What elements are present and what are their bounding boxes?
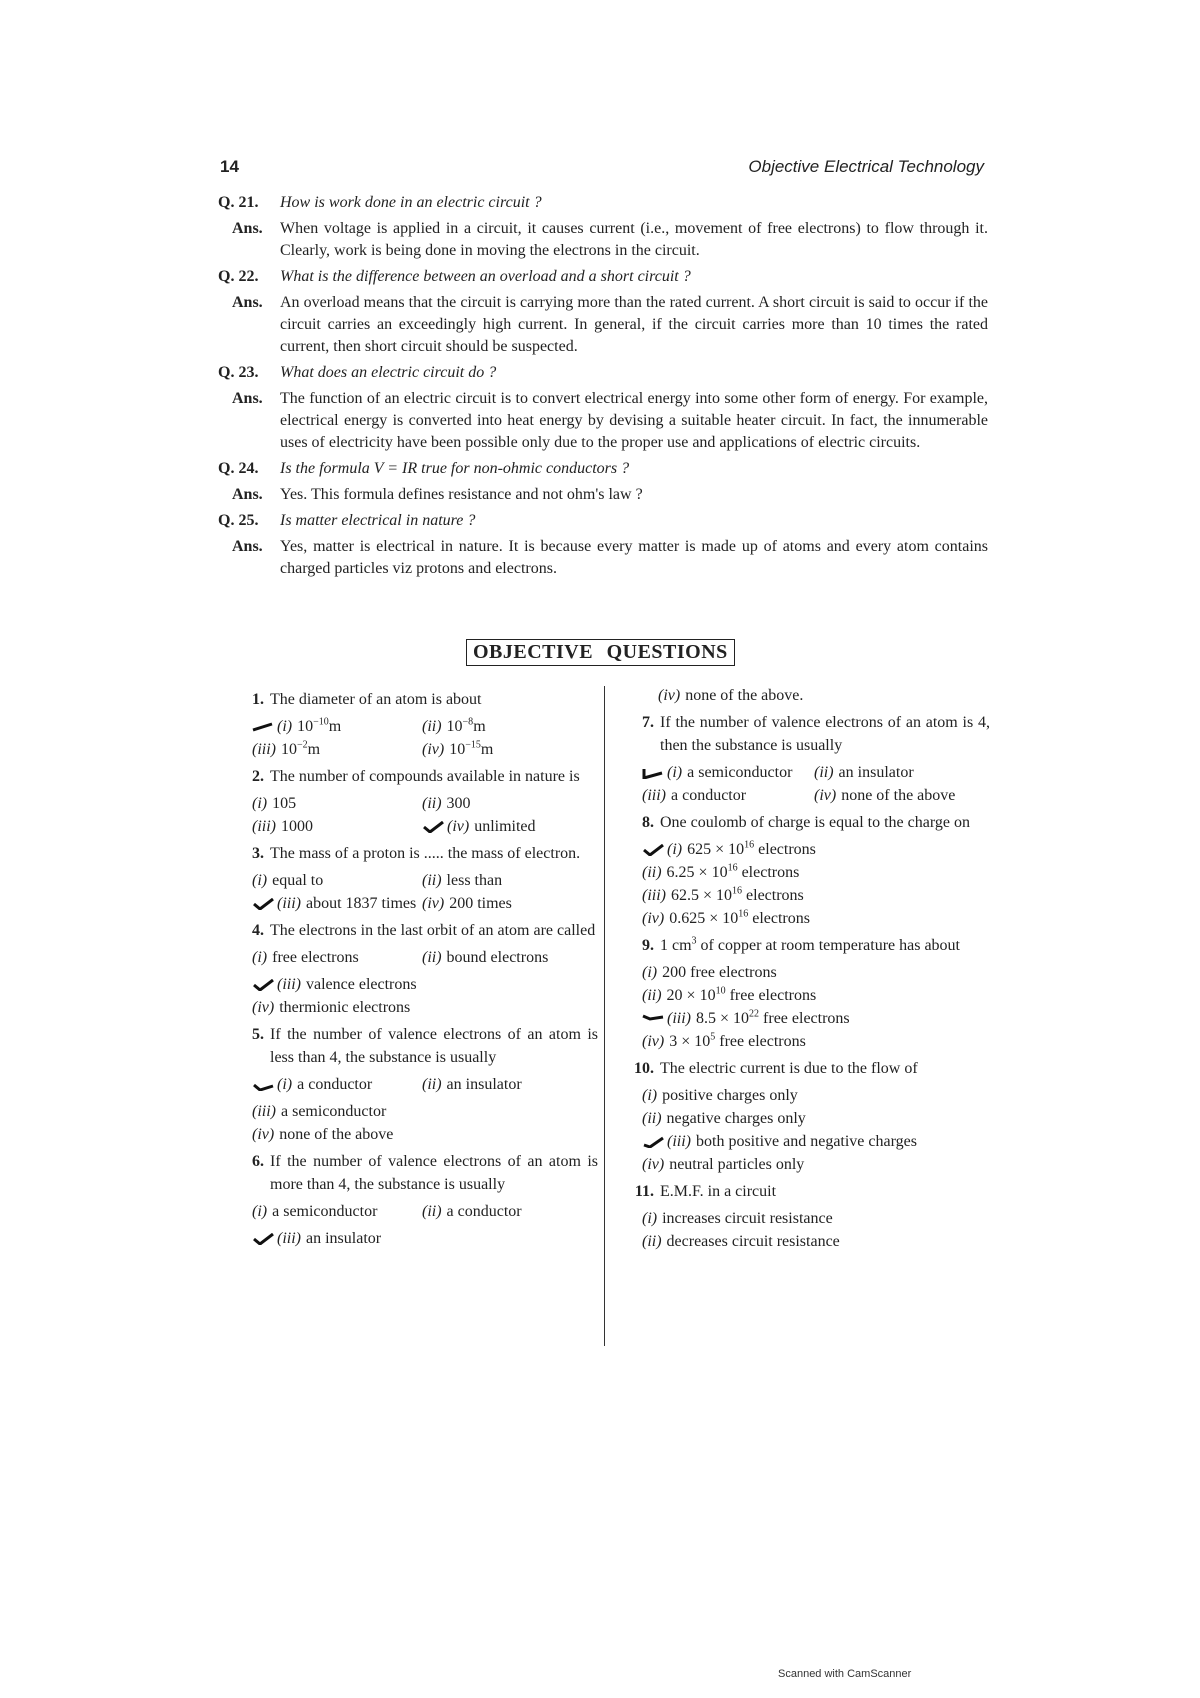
option-1-iii: (iii) $10^{-2}m$ [252,739,321,758]
checkmark-icon [422,821,444,833]
checkmark-icon [252,898,274,910]
answer-24: Ans. Yes. This formula defines resistance and not ohm's law ? [232,486,643,503]
objective-question-3: 3. The mass of a proton is ..... the mass of electron. [252,845,581,862]
question-22: Q. 22. What is the difference between an overload and a short circuit ? [218,268,691,285]
checkmark-icon [642,1013,664,1025]
checkmark-icon [642,1136,664,1148]
checkmark-icon [252,979,274,991]
option-8-iv: (iv) $0.625 \times 10^{16}$ electrons [642,908,810,927]
objective-question-2: 2. The number of compounds available in nature is [252,768,580,785]
objective-question-8: 8. One coulomb of charge is equal to the charge on [642,814,970,831]
qa-section [218,192,988,580]
option-8-i: (i) $625 \times 10^{16}$ electrons [642,838,990,861]
option-11-ii: (ii) decreases circuit resistance [642,1233,840,1250]
options-6-continued [628,684,990,707]
option-8-ii: (ii) $6.25 \times 10^{16}$ electrons [642,862,800,881]
question-21: Q. 21. How is work done in an electric circuit ? [218,194,542,211]
column-divider [604,686,605,1346]
option-1-ii: (ii) $10^{-8}m$ [422,716,486,735]
page-header [220,157,984,181]
option-5-ii: (ii) an insulator [422,1076,522,1093]
options-8 [628,838,990,930]
options-4-rest [238,973,598,1019]
option-1-iv: (iv) $10^{-15}m$ [422,739,494,758]
options-1 [238,715,598,761]
option-4-iv: (iv) thermionic electrons [252,999,411,1016]
running-title: Objective Electrical Technology [748,157,984,176]
options-11 [628,1207,990,1253]
checkmark-icon [252,721,274,733]
option-9-iii: (iii) $8.5 \times 10^{22}$ free electrons [642,1007,990,1030]
option-10-iii: (iii) both positive and negative charges [642,1130,990,1153]
question-24: Q. 24. Is the formula V = IR true for non-ohmic conductors ? [218,460,630,477]
objective-question-10: 10. The electric current is due to the flow of [634,1060,918,1077]
option-7-iii: (iii) a conductor [642,787,747,804]
options-4 [238,946,598,969]
option-5-iii: (iii) a semiconductor [252,1103,387,1120]
checkmark-icon [642,844,664,856]
question-23: Q. 23. What does an electric circuit do ? [218,364,497,381]
objective-questions-heading: OBJECTIVE QUESTIONS [466,639,735,666]
options-5 [238,1073,598,1096]
option-1-i: (i) $10^{-10}m$ [252,715,422,738]
answer-21: Ans. When voltage is applied in a circuit, it causes current (i.e., movement of free electrons) to flow through it. Clearly, work is being done in moving the electrons in the circuit. [232,220,988,259]
option-7-ii: (ii) an insulator [814,764,914,781]
objective-question-11: 11. E.M.F. in a circuit [634,1183,777,1200]
objective-question-5: 5. If the number of valence electrons of an atom is less than 4, the substance is usually [252,1026,598,1066]
option-8-iii: (iii) $62.5 \times 10^{16}$ electrons [642,885,804,904]
option-10-iv: (iv) neutral particles only [642,1156,805,1173]
option-6-iii: (iii) an insulator [252,1227,598,1250]
option-4-i: (i) free electrons [252,949,359,966]
objective-question-6: 6. If the number of valence electrons of an atom is more than 4, the substance is usually [252,1153,598,1193]
option-9-i: (i) 200 free electrons [642,964,777,981]
option-4-ii: (ii) bound electrons [422,949,549,966]
option-4-iii: (iii) valence electrons [252,973,598,996]
options-5-rest [238,1100,598,1146]
options-6-rest [238,1227,598,1250]
page-number: 14 [220,157,239,176]
scanner-watermark: Scanned with CamScanner [778,1668,912,1680]
objective-question-1: 1. The diameter of an atom is about [252,691,482,708]
checkmark-icon [252,1233,274,1245]
options-9 [628,961,990,1053]
option-7-iv: (iv) none of the above [814,787,956,804]
option-2-ii: (ii) 300 [422,795,471,812]
options-3 [238,869,598,915]
options-7 [628,761,990,807]
checkmark-icon [252,1079,274,1091]
option-7-i: (i) a semiconductor [642,761,814,784]
answer-25: Ans. Yes, matter is electrical in nature. It is because every matter is made up of atoms and every atom contains charged particles viz protons and electrons. [232,538,988,577]
option-3-ii: (ii) less than [422,872,503,889]
option-10-i: (i) positive charges only [642,1087,798,1104]
checkmark-icon [642,767,664,779]
objective-right-column [628,684,990,1253]
option-10-ii: (ii) negative charges only [642,1110,806,1127]
objective-left-column [238,684,598,1250]
objective-question-7: 7. If the number of valence electrons of an atom is 4, then the substance is usually [642,714,990,754]
objective-question-4: 4. The electrons in the last orbit of an atom are called [252,922,596,939]
option-6-ii: (ii) a conductor [422,1203,522,1220]
objective-question-9: 9. 1 $cm^3$ of copper at room temperature has about [642,935,960,954]
option-2-iii: (iii) 1000 [252,818,313,835]
options-2 [238,792,598,838]
question-25: Q. 25. Is matter electrical in nature ? [218,512,476,529]
option-11-i: (i) increases circuit resistance [642,1210,833,1227]
option-6-iv: (iv) none of the above. [658,687,804,704]
option-9-iv: (iv) $3 \times 10^5$ free electrons [642,1031,806,1050]
answer-23: Ans. The function of an electric circuit is to convert electrical energy into some other form of energy. For example, electrical energy is converted into heat energy by devising a suitable heater circuit. In fact, the innumerable uses of electricity have been possible only due to the proper use and applications of electric circuits. [232,390,988,451]
option-9-ii: (ii) $20 \times 10^{10}$ free electrons [642,985,817,1004]
option-6-i: (i) a semiconductor [252,1203,378,1220]
option-3-iv: (iv) 200 times [422,895,512,912]
answer-22: Ans. An overload means that the circuit is carrying more than the rated current. A short circuit is said to occur if the circuit carries an exceedingly high current. In general, if the circuit carries more than 10 times the rated current, then short circuit should be suspected. [232,294,988,355]
option-5-iv: (iv) none of the above [252,1126,394,1143]
option-2-iv: (iv) unlimited [422,815,598,838]
option-2-i: (i) 105 [252,795,297,812]
option-5-i: (i) a conductor [252,1073,422,1096]
option-3-i: (i) equal to [252,872,324,889]
options-10 [628,1084,990,1176]
option-3-iii: (iii) about 1837 times [252,892,422,915]
options-6 [238,1200,598,1223]
